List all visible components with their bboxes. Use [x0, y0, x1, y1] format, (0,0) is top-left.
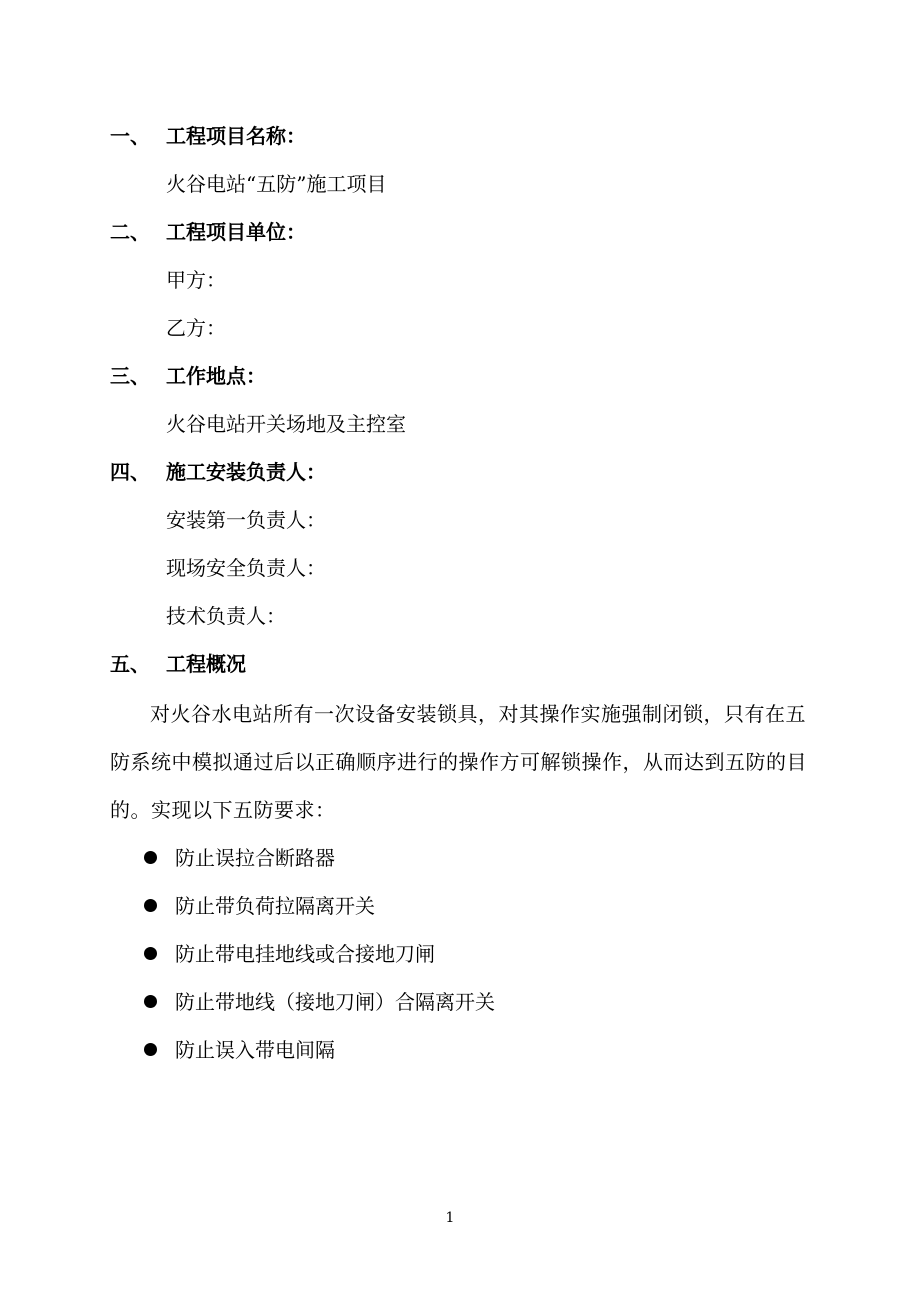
section-title: 施工安装负责人：: [166, 460, 326, 484]
list-item-text: 防止带负荷拉隔离开关: [175, 894, 375, 918]
section-number: 二、: [110, 220, 150, 244]
install-lead-label: 安装第一负责人：: [166, 508, 326, 532]
list-item: [144, 989, 495, 1015]
bullet-icon: [144, 947, 157, 960]
overview-paragraph: 对火谷水电站所有一次设备安装锁具，对其操作实施强制闭锁，只有在五防系统中模拟通过后以正确顺序进行的操作方可解锁操作，从而达到五防的目的。实现以下五防要求：: [110, 702, 807, 822]
section-number: 五、: [110, 652, 150, 676]
project-name: 火谷电站“五防”施工项目: [166, 172, 387, 196]
section-title: 工程项目名称：: [166, 124, 306, 148]
section-title: 工程概况: [166, 652, 246, 676]
safety-lead-label: 现场安全负责人：: [166, 556, 326, 580]
section-heading-2: [110, 219, 306, 245]
section-number: 四、: [110, 460, 150, 484]
section-number: 三、: [110, 364, 150, 388]
section-number: 一、: [110, 124, 150, 148]
section-title: 工作地点：: [166, 364, 266, 388]
list-item: [144, 845, 335, 871]
list-item-text: 防止误入带电间隔: [175, 1038, 335, 1062]
list-item: [144, 941, 435, 967]
list-item: [144, 1037, 335, 1063]
section-heading-3: [110, 363, 266, 389]
page-number: 1: [445, 1210, 455, 1226]
bullet-icon: [144, 851, 157, 864]
section-heading-4: [110, 459, 326, 485]
bullet-icon: [144, 899, 157, 912]
tech-lead-label: 技术负责人：: [166, 604, 286, 628]
list-item-text: 防止误拉合断路器: [175, 846, 335, 870]
party-a-label: 甲方：: [166, 268, 226, 292]
work-location: 火谷电站开关场地及主控室: [166, 412, 406, 436]
bullet-icon: [144, 1043, 157, 1056]
section-heading-5: [110, 651, 246, 677]
party-b-label: 乙方：: [166, 316, 226, 340]
list-item-text: 防止带地线（接地刀闸）合隔离开关: [175, 990, 495, 1014]
list-item: [144, 893, 375, 919]
section-title: 工程项目单位：: [166, 220, 306, 244]
bullet-icon: [144, 995, 157, 1008]
section-heading-1: [110, 123, 306, 149]
list-item-text: 防止带电挂地线或合接地刀闸: [175, 942, 435, 966]
